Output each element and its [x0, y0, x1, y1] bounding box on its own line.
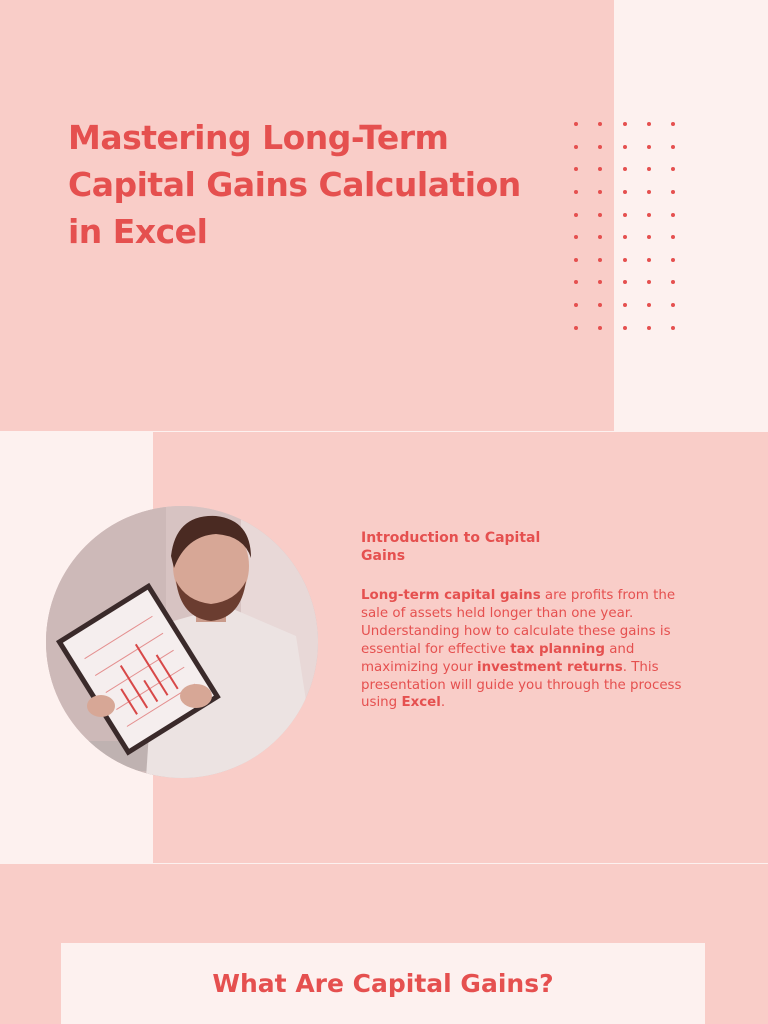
dot [574, 235, 578, 239]
dot [623, 258, 627, 262]
dot [574, 303, 578, 307]
dot [623, 145, 627, 149]
man-with-chart-photo [46, 506, 318, 778]
dot [671, 167, 675, 171]
dot [574, 258, 578, 262]
dot [647, 122, 651, 126]
dot [623, 280, 627, 284]
dot [574, 145, 578, 149]
dot [623, 122, 627, 126]
dot [598, 145, 602, 149]
dot-grid-decoration [564, 113, 685, 339]
dot [647, 213, 651, 217]
intro-paragraph [361, 587, 706, 712]
dot [574, 167, 578, 171]
intro-emphasis: Excel [401, 695, 441, 711]
intro-emphasis: investment returns [477, 659, 623, 675]
presentation-title: Mastering Long-Term Capital Gains Calculation in Excel [68, 118, 521, 251]
dot [647, 258, 651, 262]
dot [623, 235, 627, 239]
intro-text: . [440, 695, 446, 711]
dot [574, 190, 578, 194]
dot [598, 280, 602, 284]
dot [574, 213, 578, 217]
dot [671, 235, 675, 239]
intro-text: . This presentation will guide you through the process using [361, 659, 682, 711]
dot [671, 326, 675, 330]
introduction-slide [0, 432, 768, 863]
dot [598, 258, 602, 262]
section-title: What Are Capital Gains? [212, 969, 554, 998]
dot [647, 326, 651, 330]
dot [671, 280, 675, 284]
intro-text: are profits from the sale of assets held longer than one year. Understanding how to calculate these gains is essential for effective [361, 588, 676, 657]
dot [598, 167, 602, 171]
dot [598, 303, 602, 307]
dot [671, 190, 675, 194]
intro-emphasis: Long-term capital gains [361, 588, 541, 603]
dot [598, 190, 602, 194]
dot [671, 258, 675, 262]
dot [671, 303, 675, 307]
dot [647, 190, 651, 194]
dot [574, 326, 578, 330]
section-title-box [61, 943, 705, 1024]
intro-emphasis: tax planning [510, 641, 605, 657]
dot [623, 326, 627, 330]
dot [647, 167, 651, 171]
dot [574, 122, 578, 126]
title-slide [0, 0, 768, 431]
dot [598, 235, 602, 239]
intro-text: and maximizing your [361, 641, 635, 675]
dot [623, 190, 627, 194]
photo-illustration [46, 506, 318, 778]
dot [671, 122, 675, 126]
dot [671, 213, 675, 217]
dot [671, 145, 675, 149]
dot [647, 303, 651, 307]
dot [647, 235, 651, 239]
dot [623, 303, 627, 307]
dot [574, 280, 578, 284]
intro-heading: Introduction to Capital Gains [361, 530, 541, 564]
dot [647, 280, 651, 284]
dot [623, 213, 627, 217]
dot [598, 326, 602, 330]
dot [598, 122, 602, 126]
dot [598, 213, 602, 217]
dot [647, 145, 651, 149]
capital-gains-slide [0, 864, 768, 1024]
dot [623, 167, 627, 171]
